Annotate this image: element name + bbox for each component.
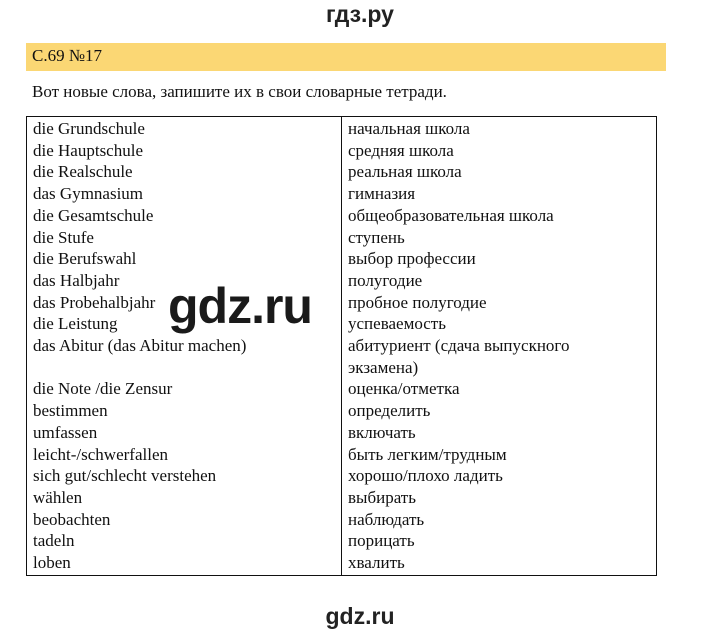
table-row — [27, 465, 657, 487]
german-word: beobachten — [27, 509, 342, 531]
russian-translation: наблюдать — [342, 509, 657, 531]
german-word: die Berufswahl — [27, 248, 342, 270]
russian-translation: полугодие — [342, 270, 657, 292]
german-word: tadeln — [27, 530, 342, 552]
russian-translation: выбор профессии — [342, 248, 657, 270]
russian-translation: оценка/отметка — [342, 378, 657, 400]
german-word: umfassen — [27, 422, 342, 444]
russian-translation: реальная школа — [342, 161, 657, 183]
german-word: leicht-/schwerfallen — [27, 444, 342, 466]
russian-translation: ступень — [342, 227, 657, 249]
table-row — [27, 183, 657, 205]
watermark-logo: gdz.ru — [168, 278, 312, 334]
table-row — [27, 530, 657, 552]
russian-translation: пробное полугодие — [342, 292, 657, 314]
german-word: bestimmen — [27, 400, 342, 422]
german-word: wählen — [27, 487, 342, 509]
german-word: sich gut/schlecht verstehen — [27, 465, 342, 487]
german-word: die Grundschule — [27, 117, 342, 140]
exercise-title-bar — [26, 43, 666, 71]
site-footer: gdz.ru — [325, 603, 395, 629]
table-row — [27, 161, 657, 183]
translation-line: экзамена) — [348, 357, 419, 377]
russian-translation: общеобразовательная школа — [342, 205, 657, 227]
russian-translation: порицать — [342, 530, 657, 552]
german-word: die Gesamtschule — [27, 205, 342, 227]
russian-translation: начальная школа — [342, 117, 657, 140]
instruction-text: Вот новые слова, запишите их в свои словарные тетради. — [32, 82, 447, 101]
russian-translation: включать — [342, 422, 657, 444]
german-word: die Stufe — [27, 227, 342, 249]
table-row — [27, 378, 657, 400]
german-word: die Hauptschule — [27, 140, 342, 162]
table-row — [27, 292, 657, 314]
table-row — [27, 270, 657, 292]
table-row — [27, 444, 657, 466]
german-word: das Gymnasium — [27, 183, 342, 205]
german-word: das Probehalbjahr — [27, 292, 342, 314]
table-row — [27, 227, 657, 249]
russian-translation: хвалить — [342, 552, 657, 575]
table-row — [27, 422, 657, 444]
table-row — [27, 248, 657, 270]
translation-line: абитуриент (сдача выпускного — [348, 336, 570, 356]
russian-translation: гимназия — [342, 183, 657, 205]
german-word: die Leistung — [27, 313, 342, 335]
german-word: loben — [27, 552, 342, 575]
table-row — [27, 117, 657, 140]
russian-translation: выбирать — [342, 487, 657, 509]
exercise-title: С.69 №17 — [32, 46, 103, 65]
table-row — [27, 335, 657, 378]
german-word: das Halbjahr — [27, 270, 342, 292]
russian-translation: средняя школа — [342, 140, 657, 162]
table-row — [27, 313, 657, 335]
table-row — [27, 400, 657, 422]
russian-translation: хорошо/плохо ладить — [342, 465, 657, 487]
table-row — [27, 205, 657, 227]
german-word: die Realschule — [27, 161, 342, 183]
russian-translation: быть легким/трудным — [342, 444, 657, 466]
russian-translation — [342, 335, 657, 378]
site-header: гдз.ру — [326, 1, 394, 27]
vocabulary-table — [26, 116, 657, 576]
table-row — [27, 487, 657, 509]
russian-translation: успеваемость — [342, 313, 657, 335]
russian-translation: определить — [342, 400, 657, 422]
german-word: die Note /die Zensur — [27, 378, 342, 400]
german-word: das Abitur (das Abitur machen) — [27, 335, 342, 378]
table-row — [27, 552, 657, 575]
table-row — [27, 509, 657, 531]
table-row — [27, 140, 657, 162]
